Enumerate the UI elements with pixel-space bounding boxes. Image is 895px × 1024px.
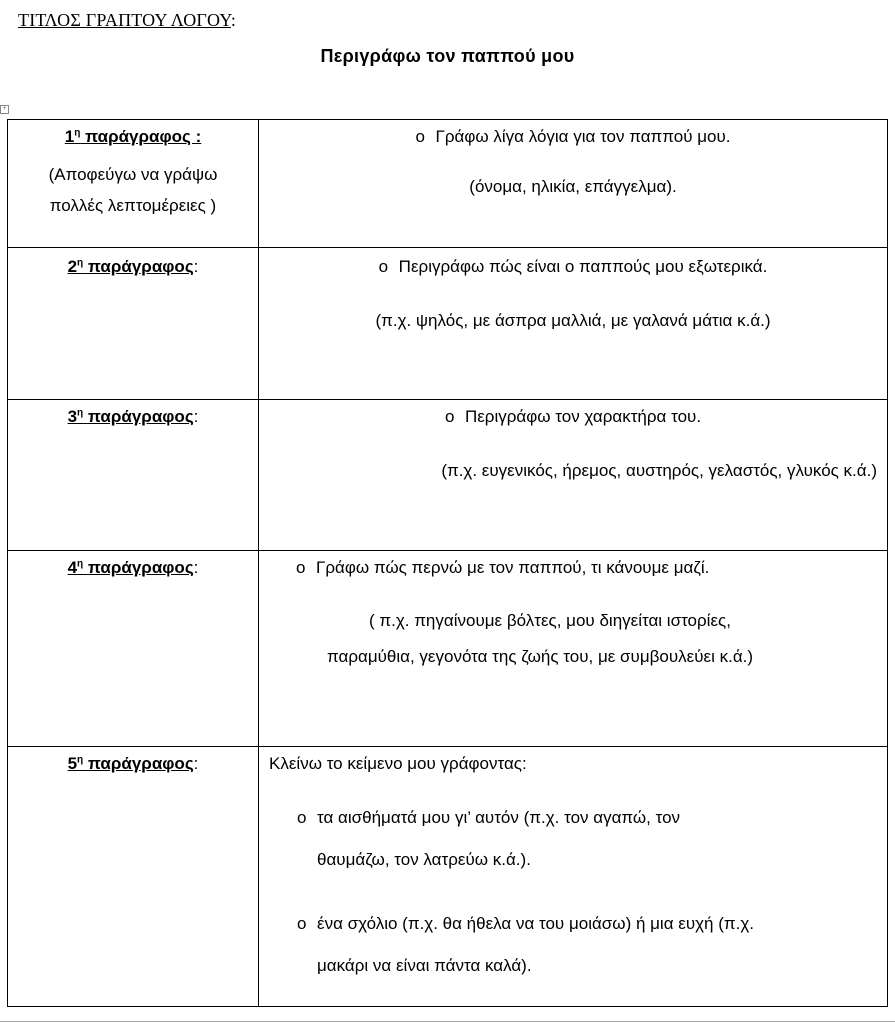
- bullet-circle-icon: o: [444, 407, 455, 426]
- header-label: ΤΙΤΛΟΣ ΓΡΑΠΤΟΥ ΛΟΓΟΥ: [18, 10, 231, 30]
- page-title: Περιγράφω τον παππού μου: [320, 46, 575, 66]
- paragraph-colon: :: [193, 407, 199, 426]
- bullet-text: Περιγράφω πώς είναι ο παππούς μου εξωτερικά.: [398, 257, 768, 276]
- bullet-text: ένα σχόλιο (π.χ. θα ήθελα να του μοιάσω) ή μια ευχή (π.χ.: [317, 914, 754, 933]
- paragraph-note: [8, 159, 258, 221]
- example-text: (π.χ. ψηλός, με άσπρα μαλλιά, με γαλανά μάτια κ.ά.): [375, 311, 771, 330]
- example-text: (όνομα, ηλικία, επάγγελμα).: [469, 177, 677, 196]
- example-text: παραμύθια, γεγονότα της ζωής του, με συμβουλεύει κ.ά.): [327, 647, 754, 666]
- bullet-text: μακάρι να είναι πάντα καλά).: [317, 956, 532, 975]
- header-colon: :: [230, 10, 237, 30]
- paragraph-label: [8, 126, 258, 148]
- page-bottom-divider: [0, 1021, 895, 1022]
- paragraph-content-cell: [259, 248, 888, 400]
- example-text: ( π.χ. πηγαίνουμε βόλτες, μου διηγείται ιστορίες,: [369, 611, 731, 630]
- paragraph-label-cell: [8, 747, 259, 1007]
- paragraph-label-cell: [8, 551, 259, 747]
- bullet-circle-icon: o: [415, 127, 425, 146]
- bullet-circle-icon: o: [296, 558, 306, 577]
- paragraph-label: [8, 406, 258, 428]
- paragraph-number: 3: [67, 407, 78, 426]
- bullet-circle-icon: o: [297, 808, 307, 827]
- intro-text: Κλείνω το κείμενο μου γράφοντας:: [269, 754, 527, 773]
- bullet-item: [259, 406, 887, 428]
- bullet-circle-icon: o: [378, 257, 389, 276]
- bullet-text: Γράφω πώς περνώ με τον παππού, τι κάνουμε μαζί.: [316, 558, 710, 577]
- paragraph-label-cell: [8, 400, 259, 551]
- bullet-item: [259, 126, 887, 148]
- bullet-item: [259, 256, 887, 278]
- bullet-text: τα αισθήματά μου γι’ αυτόν (π.χ. τον αγαπώ, τον: [317, 808, 681, 827]
- table-row: [8, 120, 888, 248]
- example-text: (π.χ. ευγενικός, ήρεμος, αυστηρός, γελαστός, γλυκός κ.ά.): [441, 461, 877, 480]
- document-header: [18, 10, 236, 31]
- paragraph-content-cell: [259, 747, 888, 1007]
- note-line: πολλές λεπτομέρειες ): [49, 196, 217, 215]
- paragraph-word: παράγραφος: [87, 257, 194, 276]
- list-item: [259, 903, 887, 987]
- bullet-item: [259, 557, 887, 579]
- table-move-handle-icon[interactable]: +: [0, 105, 9, 114]
- table-row: [8, 551, 888, 747]
- table-row: [8, 400, 888, 551]
- paragraph-colon: :: [193, 257, 199, 276]
- paragraph-ordinal-suffix: η: [74, 127, 81, 139]
- paragraph-ordinal-suffix: η: [77, 257, 84, 269]
- paragraph-label: [8, 753, 258, 775]
- note-line: (Αποφεύγω να γράψω: [48, 165, 218, 184]
- bullet-circle-icon: o: [297, 914, 307, 933]
- paragraph-number: 5: [67, 754, 78, 773]
- paragraph-ordinal-suffix: η: [77, 558, 84, 570]
- paragraph-content-cell: [259, 400, 888, 551]
- paragraph-label: [8, 256, 258, 278]
- paragraph-colon: :: [193, 558, 199, 577]
- paragraph-label-cell: [8, 248, 259, 400]
- paragraph-number: 4: [67, 558, 78, 577]
- paragraph-label-cell: [8, 120, 259, 248]
- bullet-text: Περιγράφω τον χαρακτήρα του.: [464, 407, 702, 426]
- paragraph-content-cell: [259, 551, 888, 747]
- paragraph-word: παράγραφος: [87, 558, 194, 577]
- list-item: [259, 797, 887, 881]
- paragraph-number: 2: [67, 257, 78, 276]
- paragraph-label: [8, 557, 258, 579]
- table-row: [8, 747, 888, 1007]
- paragraph-content-cell: [259, 120, 888, 248]
- bullet-text: θαυμάζω, τον λατρεύω κ.ά.).: [317, 850, 531, 869]
- paragraph-number: 1: [64, 127, 75, 146]
- paragraph-ordinal-suffix: η: [77, 407, 84, 419]
- bullet-text: Γράφω λίγα λόγια για τον παππού μου.: [435, 127, 731, 146]
- paragraph-ordinal-suffix: η: [77, 754, 84, 766]
- paragraph-word: παράγραφος :: [85, 127, 202, 146]
- table-row: [8, 248, 888, 400]
- paragraph-word: παράγραφος: [87, 407, 194, 426]
- paragraph-outline-table: [7, 119, 888, 1007]
- paragraph-colon: :: [193, 754, 199, 773]
- paragraph-word: παράγραφος: [87, 754, 194, 773]
